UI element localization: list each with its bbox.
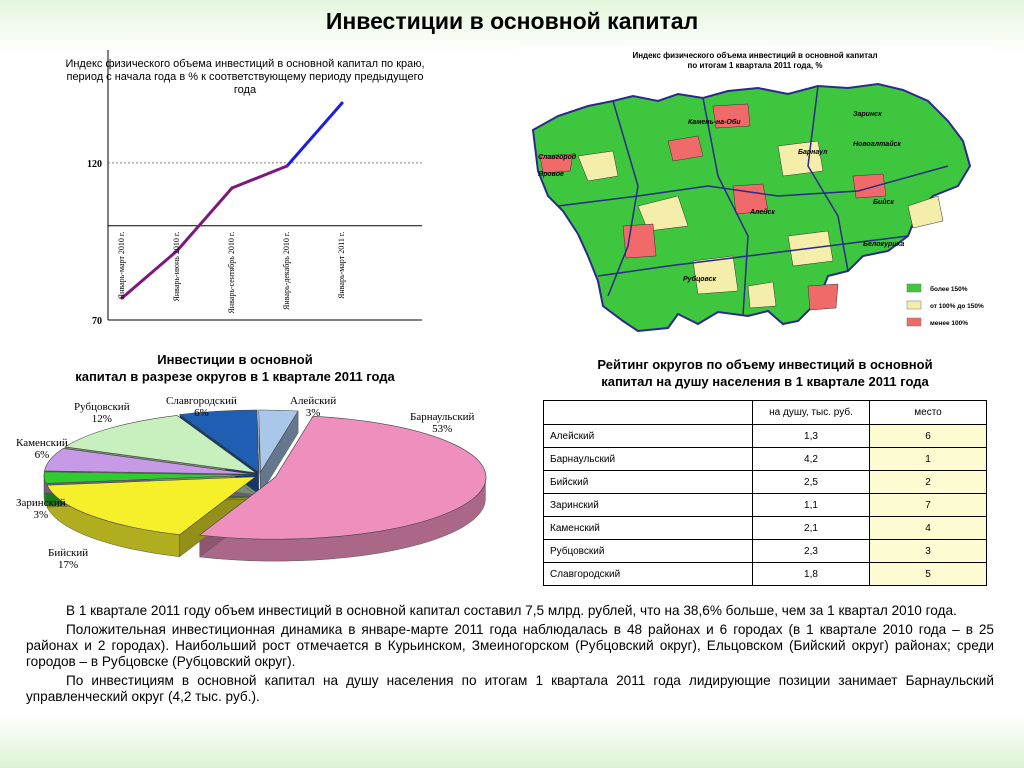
- district-name-cell: Бийский: [544, 471, 753, 494]
- pie-label-slavgorod: Славгородский 6%: [166, 395, 237, 419]
- district-name-cell: Рубцовский: [544, 540, 753, 563]
- city-label: Камень-на-Оби: [688, 119, 741, 126]
- pie-label-zarinsk: Заринский 3%: [16, 497, 66, 521]
- district-name-cell: Славгородский: [544, 563, 753, 586]
- per-capita-cell: 4,2: [753, 448, 870, 471]
- data-point: [341, 102, 344, 105]
- per-capita-cell: 1,8: [753, 563, 870, 586]
- legend-label: от 100% до 150%: [930, 303, 984, 310]
- legend-label: менее 100%: [930, 320, 969, 327]
- pie-label-aleysk: Алейский 3%: [290, 395, 337, 419]
- district-name-cell: Заринский: [544, 494, 753, 517]
- pie-title-line2: капитал в разрезе округов в 1 квартале 2011 года: [75, 369, 395, 384]
- city-label: Белокуриха: [863, 241, 905, 248]
- map-title-line1: Индекс физического объема инвестиций в основной капитал: [632, 51, 878, 60]
- place-cell: 6: [870, 425, 987, 448]
- place-cell: 4: [870, 517, 987, 540]
- legend-label: более 150%: [930, 286, 968, 293]
- table-header-cell: на душу, тыс. руб.: [753, 401, 870, 425]
- line-segment: [177, 188, 232, 251]
- table-header-row: [544, 401, 987, 425]
- city-label: Славгород: [538, 154, 577, 161]
- per-capita-cell: 1,3: [753, 425, 870, 448]
- table-title-line2: капитал на душу населения в 1 квартале 2011 года: [601, 374, 929, 389]
- table-title-line1: Рейтинг округов по объему инвестиций в основной: [597, 357, 933, 372]
- per-capita-cell: 2,5: [753, 471, 870, 494]
- table-row: [544, 517, 987, 540]
- legend-swatch: [907, 301, 921, 309]
- x-category-label: Январь-июнь 2010 г.: [172, 231, 181, 302]
- pie-label-kamen: Каменский 6%: [16, 437, 68, 461]
- map-district: [748, 282, 776, 308]
- y-tick-label: 70: [92, 316, 102, 327]
- line-segment: [122, 251, 177, 298]
- city-label: Заринск: [853, 111, 882, 118]
- pie-label-biysk: Бийский 17%: [48, 547, 89, 571]
- city-label: Яровое: [538, 171, 564, 178]
- table-row: [544, 494, 987, 517]
- map-panel: [518, 46, 992, 338]
- district-name-cell: Барнаульский: [544, 448, 753, 471]
- map-district: [623, 224, 656, 258]
- table-header-cell: место: [870, 401, 987, 425]
- data-point: [286, 165, 289, 168]
- city-label: Алейск: [750, 209, 775, 216]
- pie-label-rubtsovsk: Рубцовский 12%: [74, 401, 130, 425]
- line-chart-panel: [60, 48, 430, 333]
- rating-table: [543, 400, 987, 586]
- map-district: [778, 141, 823, 176]
- pie-label-barnaul: Барнаульский 53%: [410, 411, 475, 435]
- map-title-line2: по итогам 1 квартала 2011 года, %: [687, 61, 823, 70]
- table-row: [544, 540, 987, 563]
- table-row: [544, 563, 987, 586]
- district-name-cell: Алейский: [544, 425, 753, 448]
- paragraph: В 1 квартале 2011 году объем инвестиций в основной капитал составил 7,5 млрд. рублей, что на 38,6% больше, чем за 1 квартал 2010 года.: [66, 603, 957, 618]
- paragraph: По инвестициям в основной капитал на душу населения по итогам 1 квартала 2011 года лидирующие позиции занимает Барнаульский управленческий округ (4,2 тыс. руб.).: [26, 673, 994, 704]
- district-map: [518, 46, 992, 338]
- data-point: [231, 187, 234, 190]
- place-cell: 5: [870, 563, 987, 586]
- table-header-cell: [544, 401, 753, 425]
- y-tick-label: 120: [87, 158, 102, 170]
- x-category-label: Январь-март 2010 г.: [117, 231, 126, 300]
- body-text: [26, 603, 994, 708]
- per-capita-cell: 2,3: [753, 540, 870, 563]
- table-row: [544, 448, 987, 471]
- page-title: Инвестиции в основной капитал: [325, 8, 699, 34]
- table-row: [544, 471, 987, 494]
- line-segment: [287, 103, 342, 166]
- paragraph: Положительная инвестиционная динамика в январе-марте 2011 года наблюдалась в 48 районах и 6 городах (в 1 квартале 2010 года – в 25 районах и 2 городах). Наибольший рост отмечается в Курьинском, Змеиногорском (Рубцовский округ), Ельцовском (Бийский округ) районах; среди городов – в Рубцовске (Рубцовский округ).: [26, 622, 994, 669]
- place-cell: 1: [870, 448, 987, 471]
- legend-swatch: [907, 284, 921, 292]
- table-title: [540, 356, 990, 390]
- place-cell: 2: [870, 471, 987, 494]
- city-label: Барнаул: [798, 149, 828, 156]
- x-category-label: Январь-март 2011 г.: [337, 231, 346, 299]
- per-capita-cell: 2,1: [753, 517, 870, 540]
- line-chart-title: Индекс физического объема инвестиций в основной капитал по краю, период с начала года в % к соответствующему периоду предыдущего года: [65, 58, 425, 96]
- per-capita-cell: 1,1: [753, 494, 870, 517]
- city-label: Рубцовск: [683, 276, 717, 283]
- pie-title-line1: Инвестиции в основной: [157, 352, 313, 367]
- place-cell: 7: [870, 494, 987, 517]
- city-label: Бийск: [873, 199, 894, 206]
- line-segment: [232, 166, 287, 188]
- map-title: [518, 51, 992, 71]
- x-category-label: Январь-декабрь 2010 г.: [282, 231, 291, 310]
- legend-swatch: [907, 318, 921, 326]
- map-district: [853, 174, 886, 198]
- map-district: [808, 284, 838, 310]
- district-name-cell: Каменский: [544, 517, 753, 540]
- city-label: Новоалтайск: [853, 141, 901, 148]
- place-cell: 3: [870, 540, 987, 563]
- table-row: [544, 425, 987, 448]
- x-category-label: Январь-сентябрь 2010 г.: [227, 231, 236, 314]
